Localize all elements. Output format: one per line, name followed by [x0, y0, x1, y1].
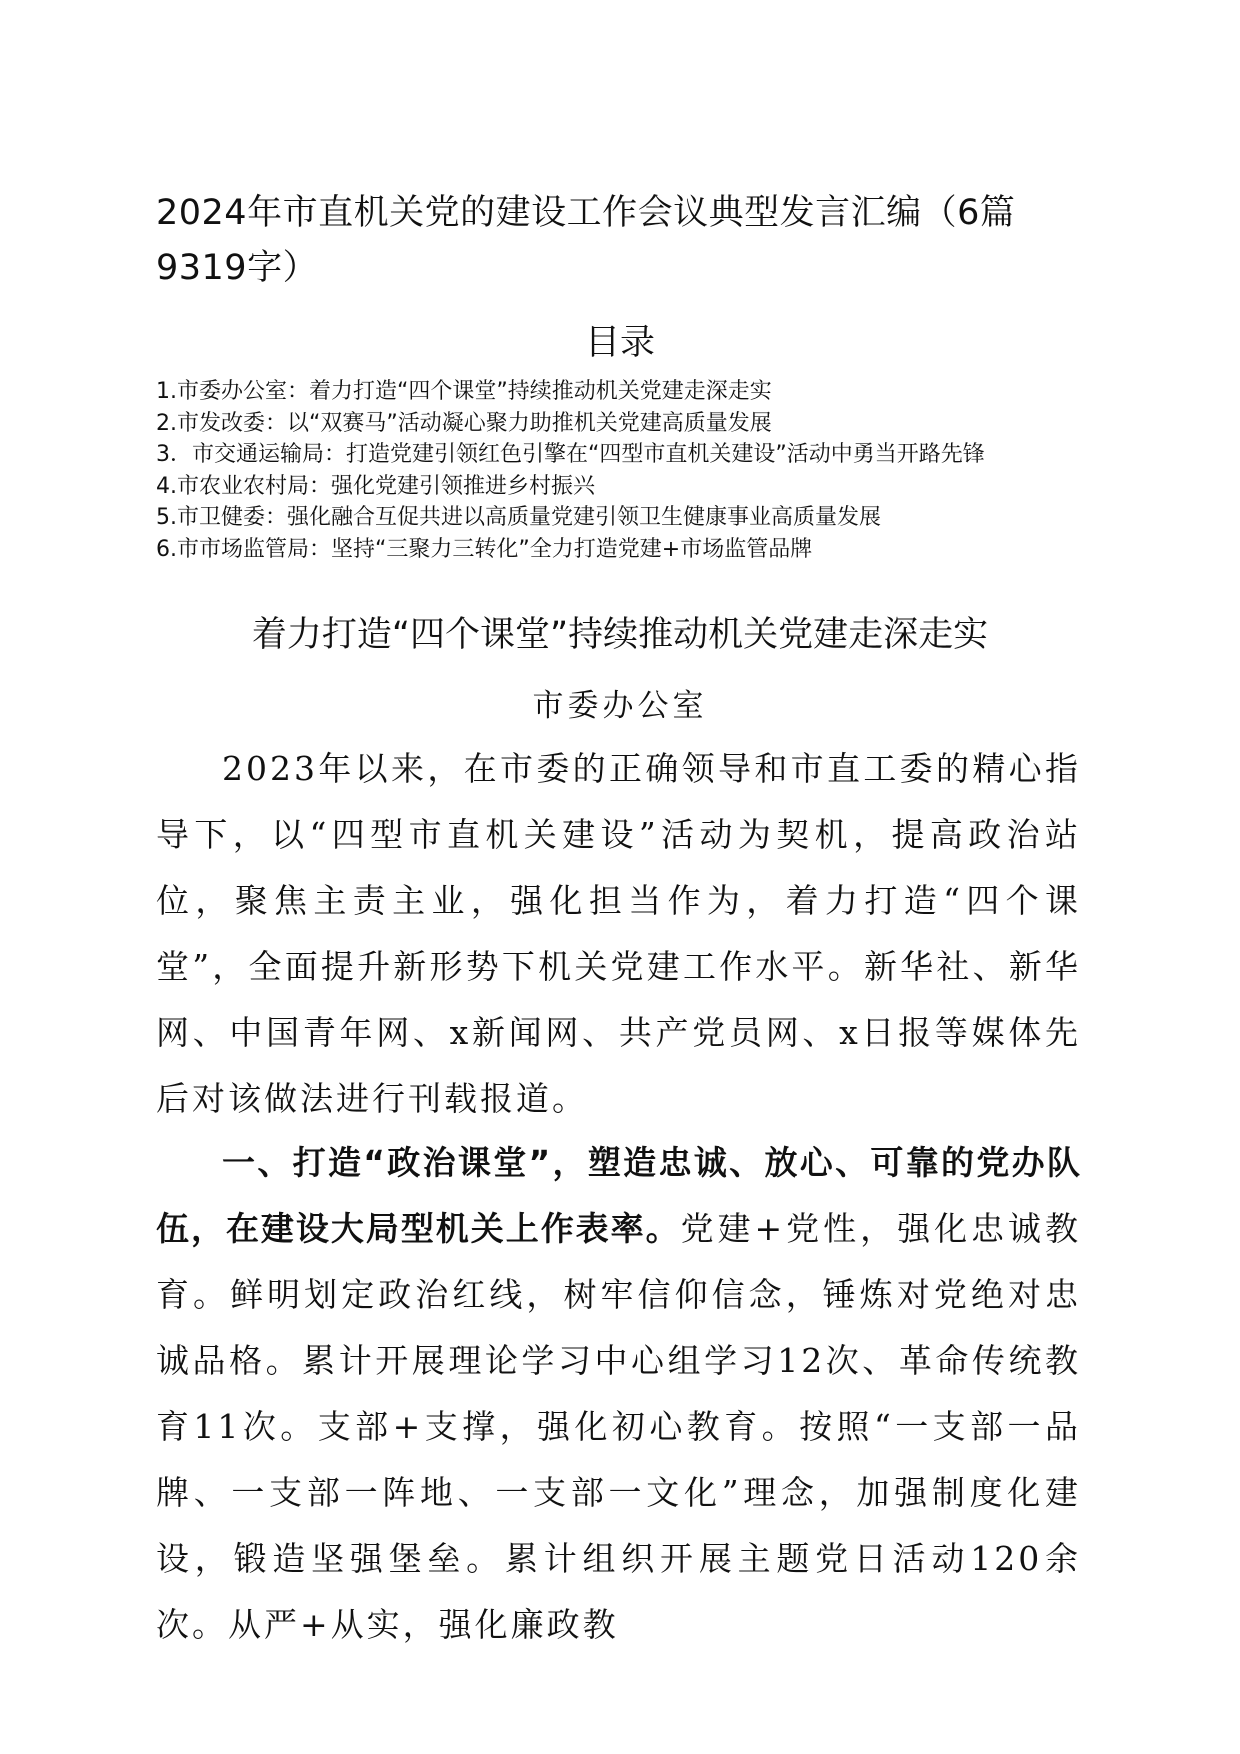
toc-item: 3．市交通运输局：打造党建引领红色引擎在“四型市直机关建设”活动中勇当开路先锋: [156, 442, 985, 467]
toc-item: 6.市市场监管局：坚持“三聚力三转化”全力打造党建+市场监管品牌: [156, 536, 813, 562]
toc-item: 5.市卫健委：强化融合互促共进以高质量党建引领卫生健康事业高质量发展: [156, 505, 881, 530]
section-heading: 一、打造“政治课堂”，塑造忠诚、放心、可靠的党办队伍，在建设大局型机关上作表率。: [156, 1143, 1081, 1248]
document-title: 2024年市直机关党的建设工作会议典型发言汇编（6篇9319字）: [156, 193, 1016, 288]
toc-item: 2.市发改委：以“双赛马”活动凝心聚力助推机关党建高质量发展: [156, 410, 772, 436]
toc-list: [156, 376, 1086, 565]
body-paragraph: 2023年以来，在市委的正确领导和市直工委的精心指导下，以“四型市直机关建设”活动为契机，提高政治站位，聚焦主责主业，强化担当作为，着力打造“四个课堂”，全面提升新形势下机关党建工作水平。新华社、新华网、中国青年网、x新闻网、共产党员网、x日报等媒体先后对该做法进行刊载报道。: [156, 749, 1081, 1118]
section-paragraph: [156, 1130, 1081, 1658]
section-body: 党建+党性，强化忠诚教育。鲜明划定政治红线，树牢信仰信念，锤炼对党绝对忠诚品格。累计开展理论学习中心组学习12次、革命传统教育11次。支部+支撑，强化初心教育。按照“一支部一品牌、一支部一阵地、一支部一文化”理念，加强制度化建设，锻造坚强堡垒。累计组织开展主题党日活动120余次。从严+从实，强化廉政教: [156, 1209, 1081, 1644]
toc-item: 4.市农业农村局：强化党建引领推进乡村振兴: [156, 473, 595, 499]
toc-heading: 目录: [584, 323, 655, 363]
article-title: 着力打造“四个课堂”持续推动机关党建走深走实: [251, 615, 989, 655]
toc-item: 1.市委办公室：着力打造“四个课堂”持续推动机关党建走深走实: [156, 379, 772, 404]
article-author: 市委办公室: [532, 688, 708, 724]
